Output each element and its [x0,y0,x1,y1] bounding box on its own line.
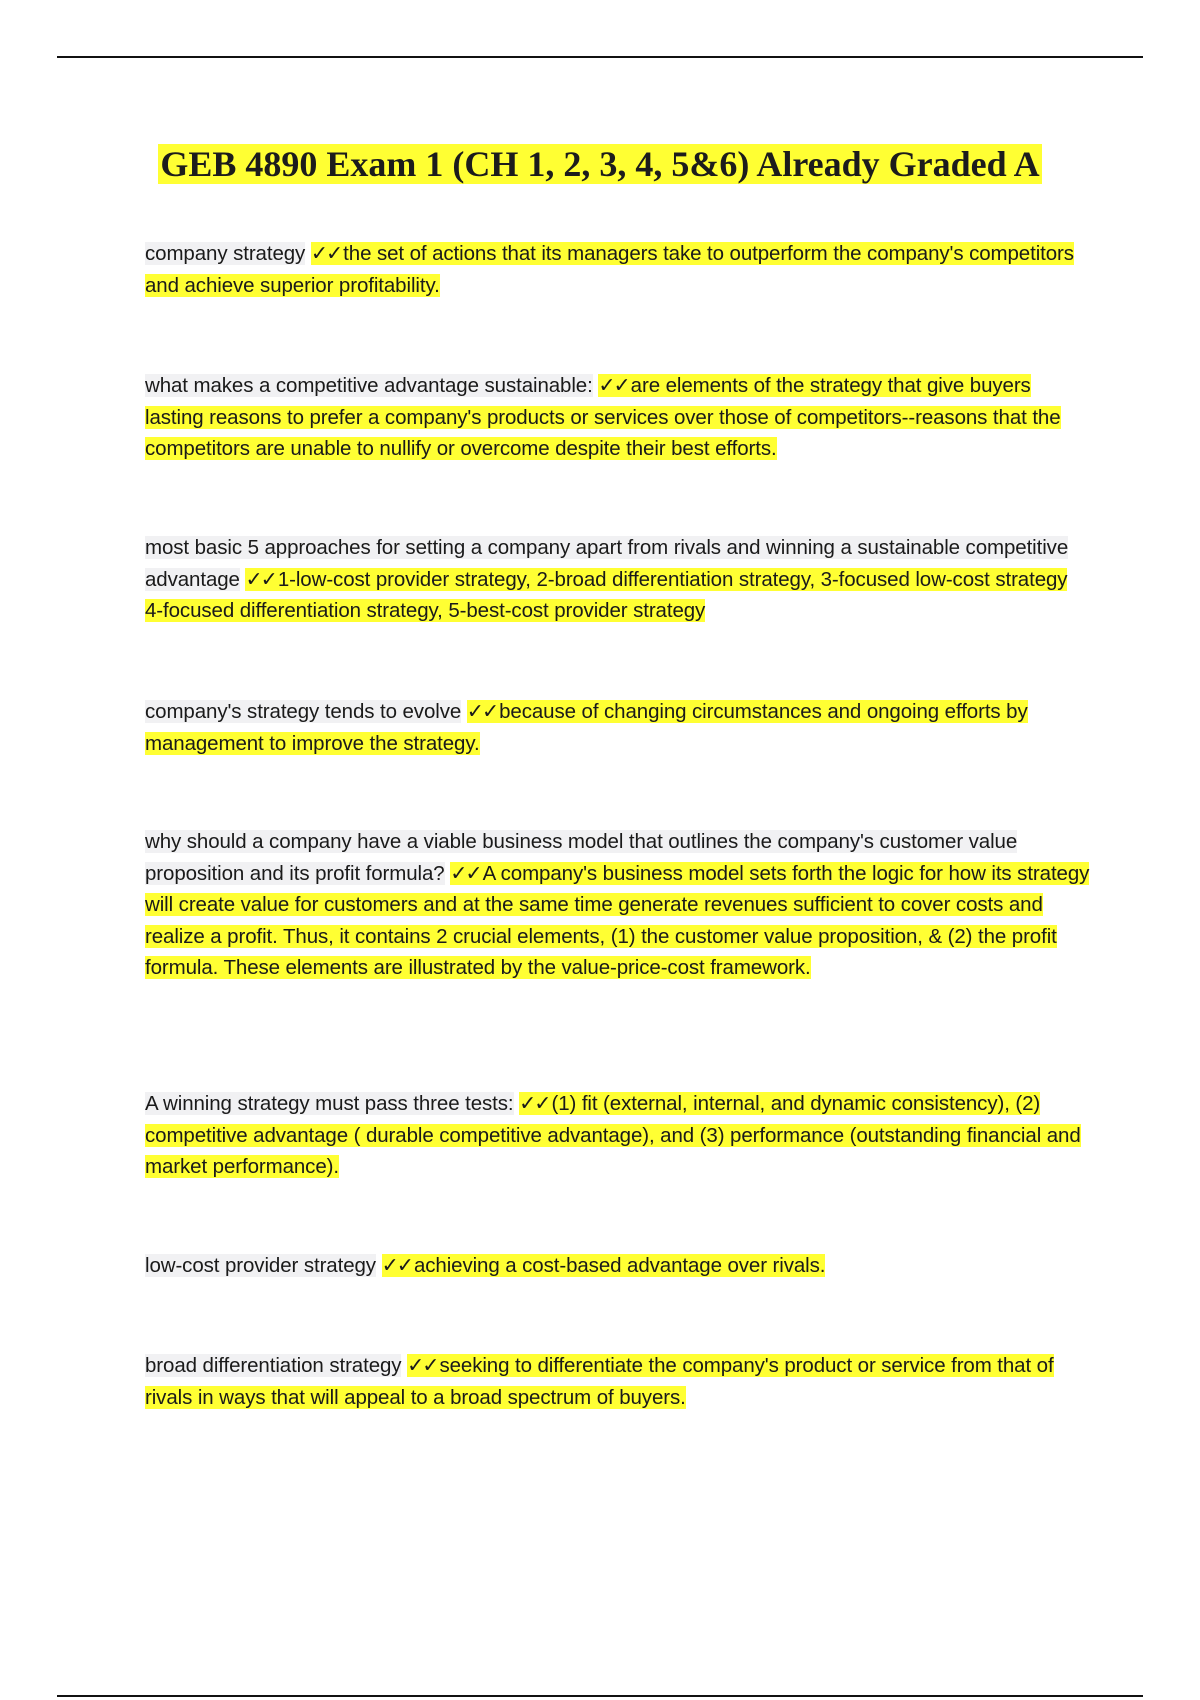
answer-text: (1) fit (external, internal, and dynamic consistency), (2) competitive advantage ( durable competitive advantage), and (3) performance (outstanding financial and market performance). [145,1092,1081,1178]
question-text: what makes a competitive advantage sustainable: [145,374,593,397]
answer-text: because of changing circumstances and ongoing efforts by management to improve the strategy. [145,700,1028,755]
qa-item [145,370,1090,465]
double-check-icon: ✓✓ [407,1353,438,1377]
answer-text: A company's business model sets forth the logic for how its strategy will create value for customers and at the same time generate revenues sufficient to cover costs and realize a profit. Thus, it contains 2 crucial elements, (1) the customer value proposition, & (2) the profit formula. These elements are illustrated by the value-price-cost framework. [145,861,1090,979]
answer-text: achieving a cost-based advantage over rivals. [413,1254,826,1277]
double-check-icon: ✓✓ [310,241,342,265]
question-text: company strategy [145,242,306,265]
question-text: company's strategy tends to evolve [145,700,462,723]
title-block [0,140,1200,188]
qa-item [145,826,1090,984]
question-text: A winning strategy must pass three tests: [145,1092,514,1115]
double-check-icon: ✓✓ [381,1253,412,1277]
double-check-icon: ✓✓ [519,1091,550,1115]
answer-text: are elements of the strategy that give buyers lasting reasons to prefer a company's products or services over those of competitors--reasons that the competitors are unable to nullify or overcome despite their best efforts. [145,374,1061,460]
double-check-icon: ✓✓ [245,566,276,591]
question-text: why should a company have a viable business model that outlines the company's customer value proposition and its profit formula? [145,830,1018,885]
qa-item [145,532,1090,627]
answer-text: the set of actions that its managers take to outperform the company's competitors and achieve superior profitability. [145,242,1074,297]
double-check-icon: ✓✓ [466,699,498,723]
answer-text: 1-low-cost provider strategy, 2-broad differentiation strategy, 3-focused low-cost strategy 4-focused differentiation strategy, 5-best-cost provider strategy [145,567,1068,622]
double-check-icon: ✓✓ [598,373,629,397]
qa-item [145,1350,1090,1413]
qa-item [145,1088,1090,1183]
question-text: low-cost provider strategy [145,1254,376,1277]
answer-text: seeking to differentiate the company's product or service from that of rivals in ways that will appeal to a broad spectrum of buyers. [145,1354,1054,1409]
qa-item [145,696,1090,759]
top-rule [57,56,1143,58]
question-text: broad differentiation strategy [145,1354,402,1377]
qa-item [145,238,1090,301]
bottom-rule [57,1695,1143,1697]
double-check-icon: ✓✓ [450,860,481,885]
document-title: GEB 4890 Exam 1 (CH 1, 2, 3, 4, 5&6) Already Graded A [160,144,1040,184]
qa-item [145,1250,1090,1282]
question-text: most basic 5 approaches for setting a company apart from rivals and winning a sustainable competitive advantage [145,536,1069,591]
